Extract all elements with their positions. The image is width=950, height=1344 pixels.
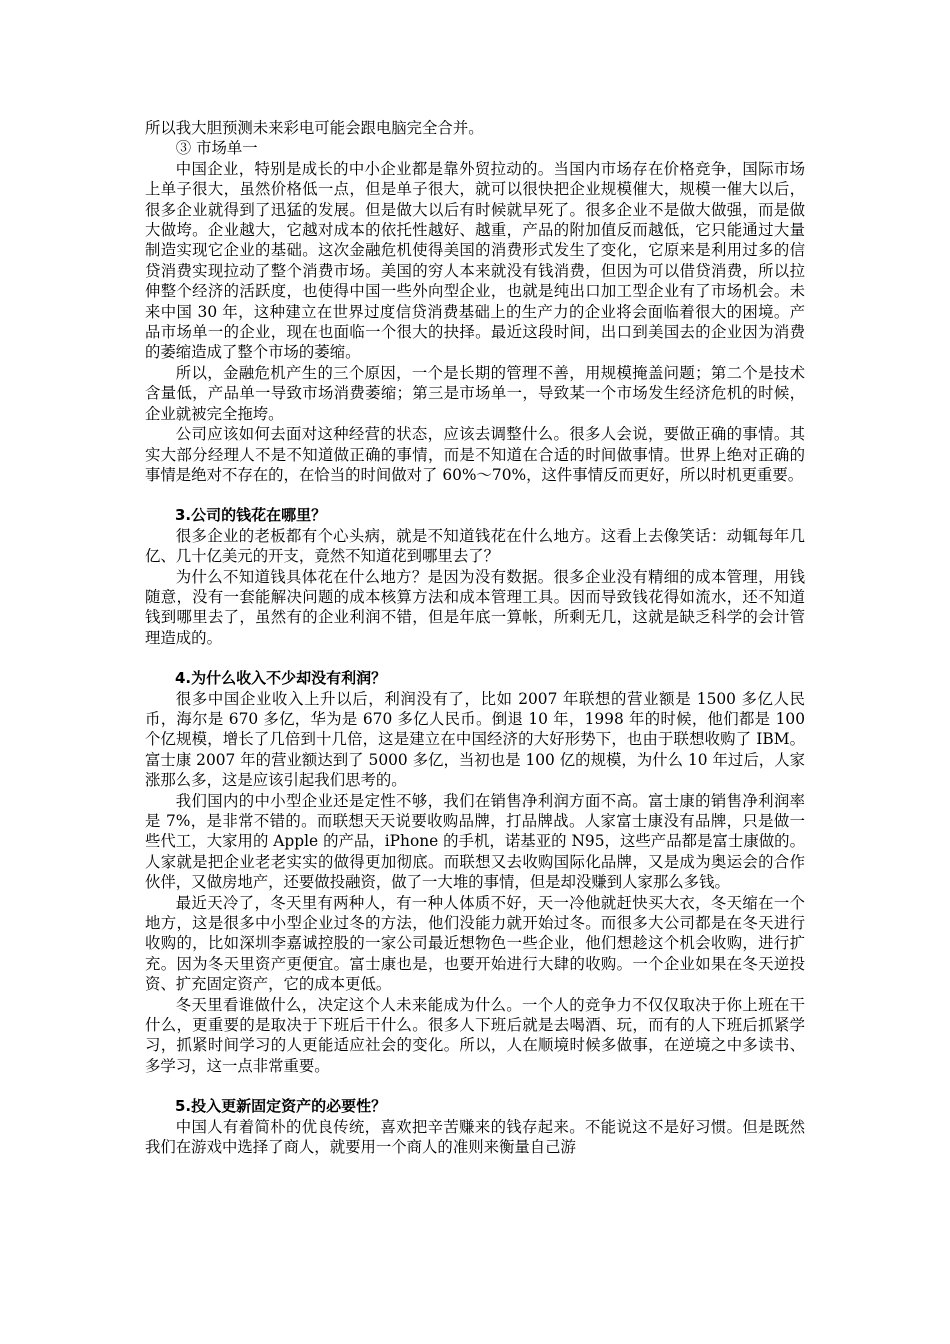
paragraph-11: 中国人有着简朴的优良传统，喜欢把辛苦赚来的钱存起来。不能说这不是好习惯。但是既然我们在游戏中选择了商人，就要用一个商人的准则来衡量自己游 [145,1117,805,1157]
paragraph-5: 很多企业的老板都有个心头病，就是不知道钱花在什么地方。这看上去像笑话：动辄每年几亿、几十亿美元的开支，竟然不知道花到哪里去了？ [145,526,805,566]
paragraph-8: 我们国内的中小型企业还是定性不够，我们在销售净利润方面不高。富士康的销售净利润率是 7%，是非常不错的。而联想天天说要收购品牌，打品牌战。人家富士康没有品牌，只是做一些代工，大家用的 Apple 的产品，iPhone 的手机，诺基亚的 N95，这些产品都是富士康做的。人家就是把企业老老实实的做得更加彻底。而联想又去收购国际化品牌，又是成为奥运会的合作伙伴，又做房地产，还要做投融资，做了一大堆的事情，但是却没赚到人家那么多钱。 [145,791,805,892]
subsection-title: ③ 市场单一 [175,139,258,158]
section-heading-4: 4.为什么收入不少却没有利润？ [175,669,387,688]
paragraph-4: 公司应该如何去面对这种经营的状态，应该去调整什么。很多人会说，要做正确的事情。其实大部分经理人不是不知道做正确的事情，而是不知道在合适的时间做事情。世界上绝对正确的事情是绝对不存在的，在恰当的时间做对了 60%～70%，这件事情反而更好，所以时机更重要。 [145,425,805,484]
paragraph-10: 冬天里看谁做什么，决定这个人未来能成为什么。一个人的竞争力不仅仅取决于你上班在干什么，更重要的是取决于下班后干什么。很多人下班后就是去喝酒、玩，而有的人下班后抓紧学习，抓紧时间学习的人更能适应社会的变化。所以，人在顺境时候多做事，在逆境之中多读书、多学习，这一点非常重要。 [145,995,805,1075]
paragraph-9: 最近天冷了，冬天里有两种人，有一种人体质不好，天一冷他就赶快买大衣，冬天缩在一个地方，这是很多中小型企业过冬的方法，他们没能力就开始过冬。而很多大公司都是在冬天进行收购的，比如深圳李嘉诚控股的一家公司最近想物色一些企业，他们想趁这个机会收购，进行扩充。因为冬天里资产更便宜。富士康也是，也要开始进行大肆的收购。一个企业如果在冬天逆投资、扩充固定资产，它的成本更低。 [145,893,805,994]
paragraph-6: 为什么不知道钱具体花在什么地方？是因为没有数据。很多企业没有精细的成本管理，用钱随意，没有一套能解决问题的成本核算方法和成本管理工具。因而导致钱花得如流水，还不知道钱到哪里去了，虽然有的企业利润不错，但是年底一算帐，所剩无几，这就是缺乏科学的会计管理造成的。 [145,567,805,647]
paragraph-3: 所以，金融危机产生的三个原因，一个是长期的管理不善，用规模掩盖问题；第二个是技术含量低，产品单一导致市场消费萎缩；第三是市场单一，导致某一个市场发生经济危机的时候，企业就被完全拖垮。 [145,363,805,423]
document-body [145,118,805,1158]
paragraph-2: 中国企业，特别是成长的中小企业都是靠外贸拉动的。当国内市场存在价格竞争，国际市场上单子很大，虽然价格低一点，但是单子很大，就可以很快把企业规模催大，规模一催大以后，很多企业就得到了迅猛的发展。但是做大以后有时候就早死了。很多企业不是做大做强，而是做大做垮。企业越大，它越对成本的依托性越好、越重，产品的附加值反而越低，它只能通过大量制造实现它企业的基础。这次金融危机使得美国的消费形式发生了变化，它原来是利用过多的信贷消费实现拉动了整个消费市场。美国的穷人本来就没有钱消费，但因为可以借贷消费，所以拉伸整个经济的活跃度，也使得中国一些外向型企业，也就是纯出口加工型企业有了市场机会。未来中国 30 年，这种建立在世界过度信贷消费基础上的生产力的企业将会面临着很大的困境。产品市场单一的企业，现在也面临一个很大的抉择。最近这段时间，出口到美国去的企业因为消费的萎缩造成了整个市场的萎缩。 [145,159,805,362]
paragraph-1: 所以我大胆预测未来彩电可能会跟电脑完全合并。 [145,119,484,137]
paragraph-7: 很多中国企业收入上升以后，利润没有了，比如 2007 年联想的营业额是 1500 多亿人民币，海尔是 670 多亿，华为是 670 多亿人民币。倒退 10 年，1998 年的时候，他们都是 100 个亿规模，增长了几倍到十几倍，这是建立在中国经济的大好形势下，也由于联想收购了 IBM。富士康 2007 年的营业额达到了 5000 多亿，当初也是 100 亿的规模，为什么 10 年过后，人家涨那么多，这是应该引起我们思考的。 [145,689,805,790]
section-heading-3: 3.公司的钱花在哪里？ [175,506,327,525]
section-heading-5: 5.投入更新固定资产的必要性？ [175,1097,387,1116]
